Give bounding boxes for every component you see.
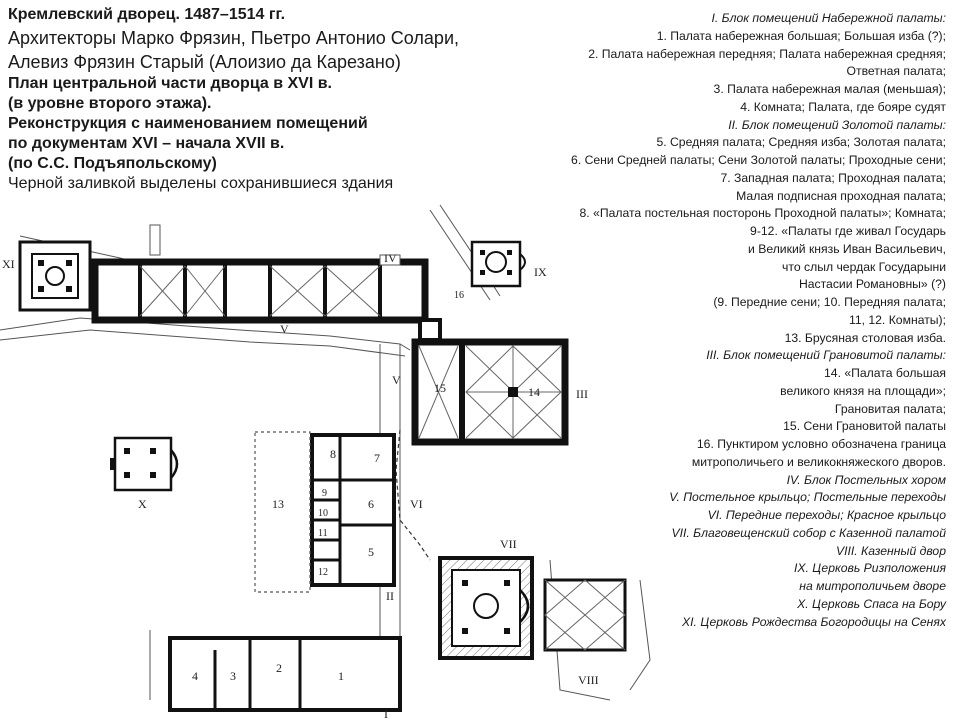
label-room-12: 12 [318, 567, 328, 578]
label-room-16: 16 [454, 290, 464, 301]
legend-line: 6. Сени Средней палаты; Сени Золотой палаты; Проходные сени; [571, 153, 946, 167]
label-room-5: 5 [368, 545, 374, 559]
label-block-V-top: V [280, 322, 289, 336]
label-block-XI: XI [2, 257, 15, 271]
cathedral-VII [440, 558, 532, 658]
legend-line: 3. Палата набережная малая (меньшая); [713, 82, 946, 96]
title-note-line: Черной заливкой выделены сохранившиеся здания [8, 175, 394, 192]
legend-line: на митрополичьем дворе [799, 579, 946, 593]
title-reconstruction-line: Реконструкция с наименованием помещений [8, 115, 368, 132]
label-block-III: III [576, 387, 588, 401]
church-IX [472, 242, 525, 286]
legend-line: 7. Западная палата; Проходная палата; [720, 170, 946, 185]
label-room-9: 9 [322, 488, 327, 499]
legend-line: великого князя на площади»; [780, 383, 946, 398]
label-room-3: 3 [230, 669, 236, 683]
label-block-VI: VI [410, 497, 423, 511]
legend-line: митрополичьего и великокняжеского дворов. [691, 454, 946, 469]
label-room-7: 7 [374, 451, 380, 465]
title-author-line: (по С.С. Подъяпольскому) [8, 155, 217, 172]
legend-line: Ответная палата; [846, 64, 946, 79]
label-block-IV: IV [384, 251, 397, 265]
label-room-14: 14 [528, 385, 540, 399]
legend-line: Грановитая палата; [834, 401, 946, 416]
legend-line: III. Блок помещений Грановитой палаты: [706, 348, 946, 363]
label-room-6: 6 [368, 497, 374, 511]
legend-line: 5. Средняя палата; Средняя изба; Золотая палата; [656, 135, 946, 150]
legend-line: 16. Пунктиром условно обозначена граница [696, 437, 946, 451]
legend-line: V. Постельное крыльцо; Постельные переходы [669, 490, 946, 505]
title-architects-line-2: Алевиз Фрязин Старый (Алоизио да Карезано) [8, 52, 401, 72]
legend-line: VI. Передние переходы; Красное крыльцо [707, 508, 946, 522]
legend-line: 4. Комната; Палата, где бояре судят [740, 99, 946, 114]
legend-line: 2. Палата набережная передняя; Палата набережная средняя; [588, 46, 946, 61]
legend-line: 11, 12. Комнаты); [848, 312, 946, 327]
label-block-V-side: V [392, 373, 401, 387]
label-room-11: 11 [318, 528, 328, 539]
naberezhnaya-palata-block-I [170, 638, 400, 710]
legend-line: X. Церковь Спаса на Бору [797, 596, 946, 611]
legend-line: I. Блок помещений Набережной палаты: [711, 11, 946, 25]
title-documents-line: по документам XVI – начала XVII в. [8, 135, 285, 152]
label-room-4: 4 [192, 669, 198, 683]
legend-line: II. Блок помещений Золотой палаты: [728, 117, 946, 132]
church-X [110, 438, 177, 490]
legend-line: 15. Сени Грановитой палаты [783, 419, 946, 434]
label-block-II: II [386, 589, 394, 603]
legend-line: IV. Блок Постельных хором [786, 472, 946, 487]
legend-line: 1. Палата набережная большая; Большая изба (?); [656, 28, 946, 43]
legend [526, 10, 946, 631]
label-room-10: 10 [318, 508, 328, 519]
postelnye-khoromy-block-IV [95, 225, 440, 340]
legend-line: Малая подписная проходная палата; [736, 188, 946, 203]
legend-line: VII. Благовещенский собор с Казенной палатой [671, 525, 946, 540]
label-room-13: 13 [272, 497, 284, 511]
legend-line: (9. Передние сени; 10. Передняя палата; [713, 295, 946, 309]
church-XI [20, 242, 90, 310]
legend-line: 14. «Палата большая [824, 366, 946, 380]
title-block [8, 4, 548, 194]
legend-line: XI. Церковь Рождества Богородицы на Сенях [682, 614, 946, 629]
legend-line: и Великий князь Иван Васильевич, [748, 241, 946, 256]
label-room-15: 15 [434, 381, 446, 395]
label-block-VIII: VIII [578, 673, 599, 687]
boundary-line-16 [396, 430, 430, 560]
label-block-VII: VII [500, 537, 517, 551]
legend-line: Настасии Романовны» (?) [798, 277, 946, 292]
legend-line: 8. «Палата постельная посторонь Проходной палаты»; Комната; [579, 206, 946, 221]
legend-line: 13. Брусяная столовая изба. [784, 330, 946, 345]
title-plan-line: План центральной части дворца в XVI в. [8, 75, 332, 92]
label-block-X: X [138, 497, 147, 511]
label-block-IX: IX [534, 265, 547, 279]
label-room-2: 2 [276, 661, 282, 675]
legend-line: IX. Церковь Ризположения [794, 561, 946, 576]
label-block-I: I [384, 707, 388, 720]
legend-line: 9-12. «Палаты где живал Государь [750, 224, 946, 238]
title-heading: Кремлевский дворец. 1487–1514 гг. [8, 6, 286, 23]
legend-line: VIII. Казенный двор [836, 543, 946, 558]
title-level-line: (в уровне второго этажа). [8, 95, 212, 112]
label-room-8: 8 [330, 447, 336, 461]
label-room-1: 1 [338, 669, 344, 683]
title-architects-line-1: Архитекторы Марко Фрязин, Пьетро Антонио Солари, [8, 28, 459, 48]
legend-line: что слыл чердак Государыни [782, 259, 946, 274]
